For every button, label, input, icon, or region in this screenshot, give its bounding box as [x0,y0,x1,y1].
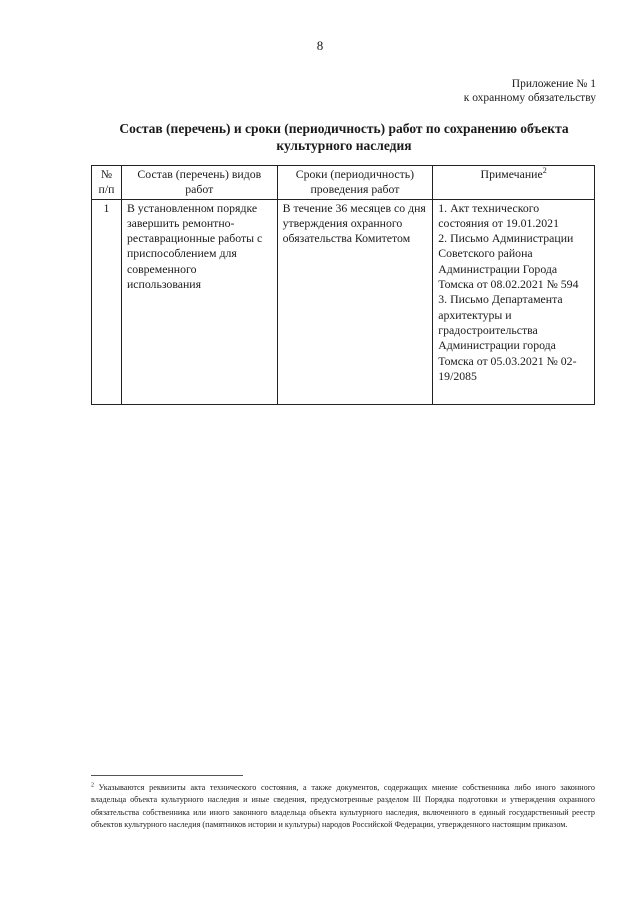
table-row [92,199,595,404]
document-title-line-1: Состав (перечень) и сроки (периодичность) работ по сохранению объекта [119,121,569,136]
footnote-reference: 2 [542,166,547,176]
header-terms: Сроки (периодичность) проведения работ [277,166,433,200]
works-table [91,165,595,405]
document-title-line-2: культурного наследия [276,138,412,153]
note-item: 2. Письмо Администрации Советского района Администрации Города Томска от 08.02.2021 № 594 [438,231,579,292]
row-terms: В течение 36 месяцев со дня утверждения охранного обязательства Комитетом [277,199,433,404]
header-note-label: Примечание [480,167,543,181]
footnote [91,782,595,831]
note-item: 1. Акт технического состояния от 19.01.2021 [438,200,559,230]
row-number: 1 [92,199,122,404]
document-title [92,120,596,154]
page-number: 8 [316,38,324,53]
row-composition: В установленном порядке завершить ремонтно-реставрационные работы с приспособлением для современного использования [121,199,277,404]
header-note [433,166,595,200]
appendix-line-1: Приложение № 1 [511,78,596,90]
header-number: № п/п [92,166,122,200]
appendix-heading [464,77,596,105]
note-item: 3. Письмо Департамента архитектуры и градостроительства Администрации города Томска от 05.03.2021 № 02-19/2085 [438,292,577,383]
row-notes [433,199,595,404]
appendix-line-2: к охранному обязательству [463,92,596,104]
table-header-row [92,166,595,200]
footnote-separator [91,775,243,776]
header-composition: Состав (перечень) видов работ [121,166,277,200]
footnote-text: Указываются реквизиты акта технического состояния, а также документов, содержащих мнение собственника либо иного законного владельца объекта культурного наследия и иные сведения, предусмотренные разделом III Порядка подготовки и утверждения охранного обязательства собственника или иного законного владельца объекта культурного наследия, включенного в единый государственный реестр объектов культурного наследия (памятников истории и культуры) народов Российской Федерации, утвержденного настоящим приказом. [91,783,595,829]
footnote-marker: 2 [91,782,94,789]
